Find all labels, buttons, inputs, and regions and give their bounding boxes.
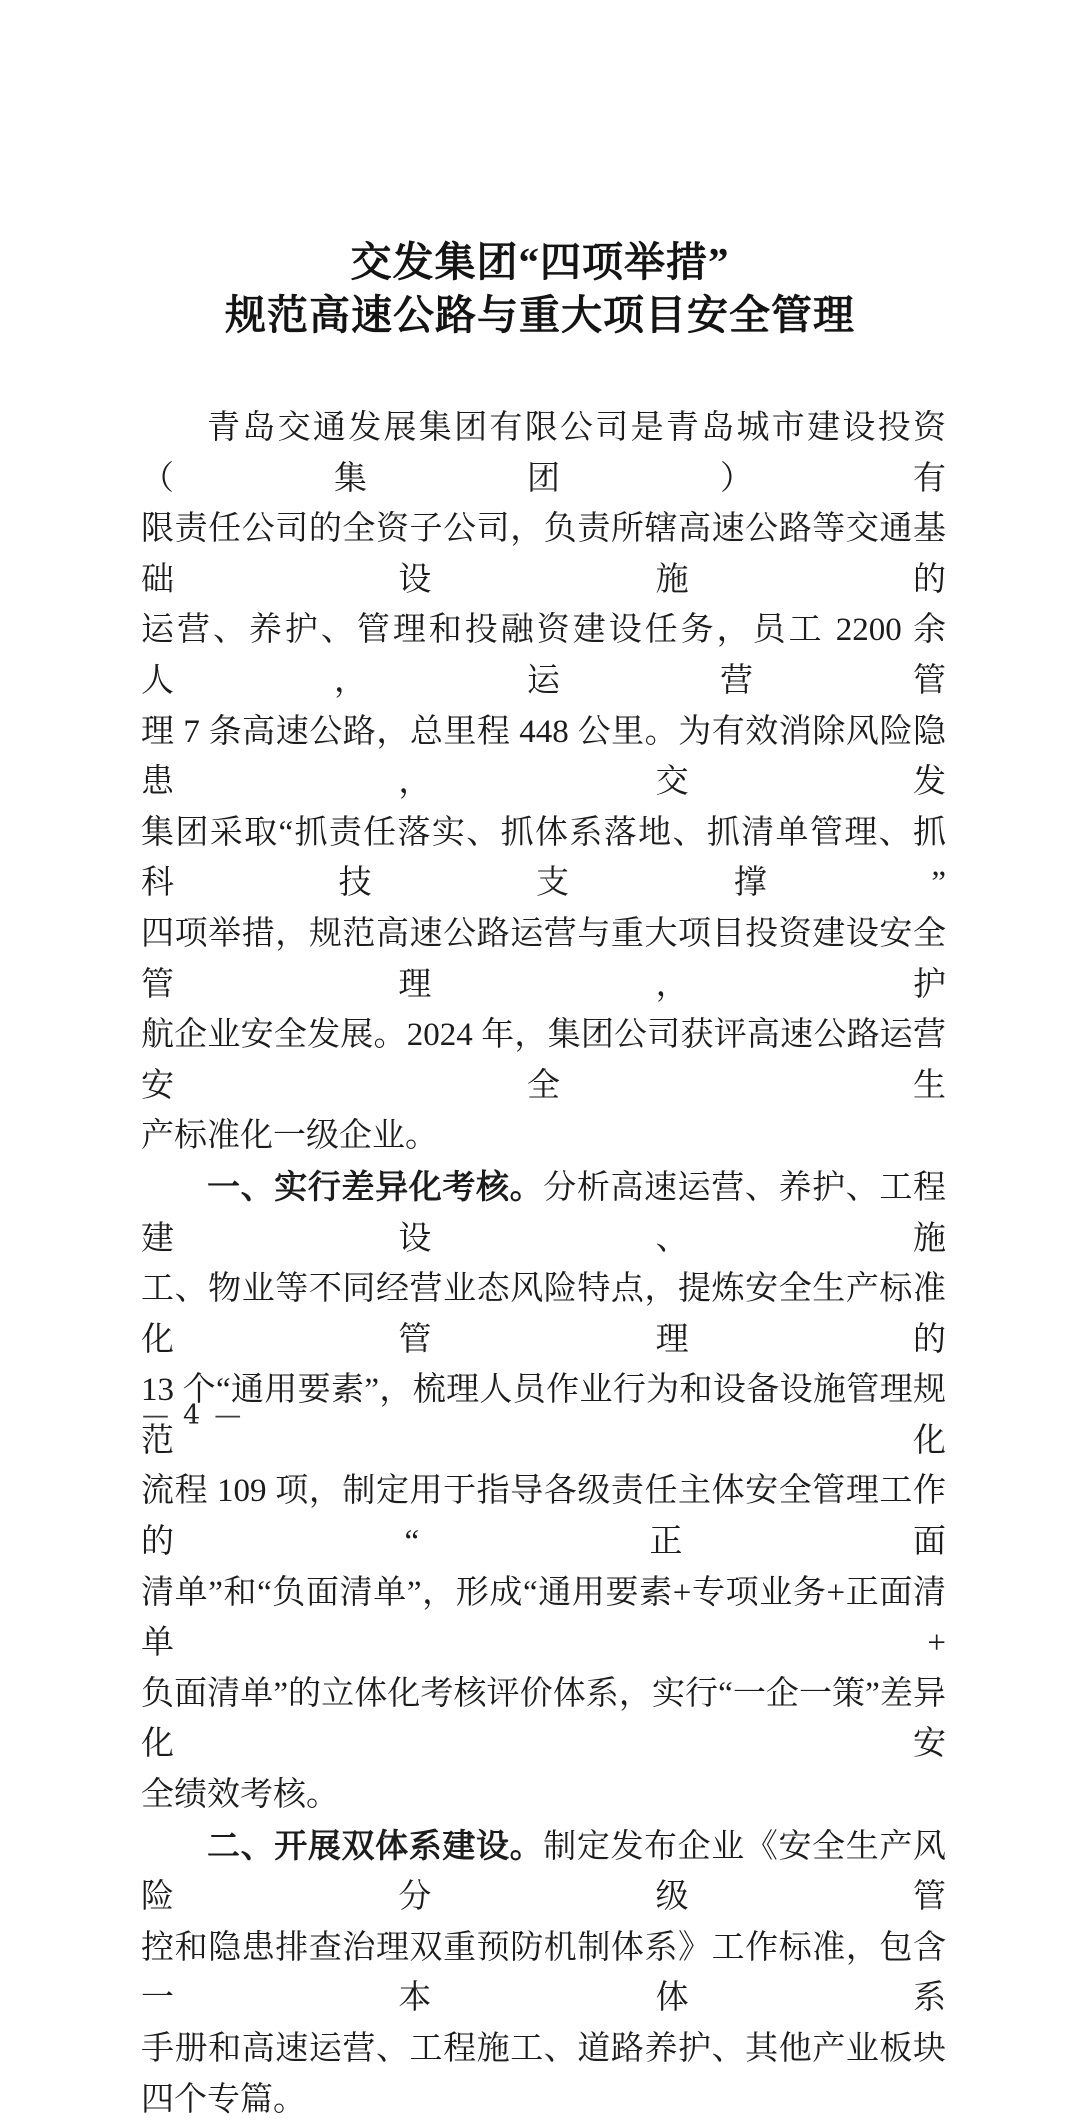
body-line	[141, 707, 946, 808]
document-title-line2: 规范高速公路与重大项目安全管理	[225, 292, 855, 338]
footer-dash-right: —	[214, 1400, 242, 1431]
body-line	[141, 1162, 946, 1264]
body-line-text: 产标准化一级企业。	[141, 1118, 438, 1155]
body-line	[141, 504, 946, 605]
body-line-text: 流程 109 项，制定用于指导各级责任主体安全管理工作的“正面	[141, 1473, 946, 1561]
body-line-text: 负面清单”的立体化考核评价体系，实行“一企一策”差异化安	[141, 1675, 946, 1763]
body-line	[141, 1466, 946, 1567]
body-line	[141, 1111, 946, 1162]
body-line-text: 手册和高速运营、工程施工、道路养护、其他产业板块四个专篇。	[141, 2031, 946, 2118]
body-line-text: 控和隐患排查治理双重预防机制体系》工作标准，包含一本体系	[141, 1929, 946, 2017]
body-line-text: 制定发布企业《安全生产风险分级管	[141, 1828, 947, 1916]
body-line	[141, 403, 946, 504]
body-line-text: 四项举措，规范高速公路运营与重大项目投资建设安全管理，护	[141, 915, 946, 1003]
body-line-text: 清单”和“负面清单”，形成“通用要素+专项业务+正面清单+	[141, 1574, 946, 1662]
section-heading: 二、开展双体系建设。	[207, 1826, 544, 1864]
page-number: 4	[183, 1400, 201, 1431]
body-line-text: 运营、养护、管理和投融资建设任务，员工 2200 余人，运营管	[141, 612, 946, 699]
body-line	[141, 1010, 946, 1111]
body-line	[141, 1264, 946, 1365]
body-line-text: 青岛交通发展集团有限公司是青岛城市建设投资（集团）有	[141, 410, 946, 497]
body-line-text: 集团采取“抓责任落实、抓体系落地、抓清单管理、抓科技支撑”	[141, 814, 946, 902]
body-line-text: 分析高速运营、养护、工程建设、施	[141, 1169, 947, 1257]
body-line	[141, 1821, 946, 1923]
body-text	[141, 403, 946, 2125]
body-line	[141, 605, 946, 706]
body-line	[141, 808, 946, 909]
body-line-text: 航企业安全发展。2024 年，集团公司获评高速公路运营安全生	[141, 1017, 946, 1104]
body-line	[141, 1669, 946, 1770]
body-line-text: 工、物业等不同经营业态风险特点，提炼安全生产标准化管理的	[141, 1271, 946, 1358]
body-line	[141, 1770, 946, 1821]
body-line-text: 13 个“通用要素”，梳理人员作业行为和设备设施管理规范化	[141, 1372, 946, 1459]
body-line	[141, 909, 946, 1010]
body-line	[141, 1568, 946, 1669]
page-footer	[142, 1399, 241, 1433]
body-line-text: 理 7 条高速公路，总里程 448 公里。为有效消除风险隐患，交发	[141, 713, 946, 801]
document-title	[0, 236, 1080, 342]
section-heading: 一、实行差异化考核。	[207, 1167, 544, 1205]
footer-dash-left: —	[142, 1400, 169, 1431]
body-line	[141, 2024, 946, 2125]
body-line-text: 限责任公司的全资子公司，负责所辖高速公路等交通基础设施的	[141, 511, 946, 598]
body-line-text: 全绩效考核。	[141, 1777, 339, 1814]
document-title-line1: 交发集团“四项举措”	[350, 239, 730, 285]
body-line	[141, 1923, 946, 2024]
body-line	[141, 1365, 946, 1466]
